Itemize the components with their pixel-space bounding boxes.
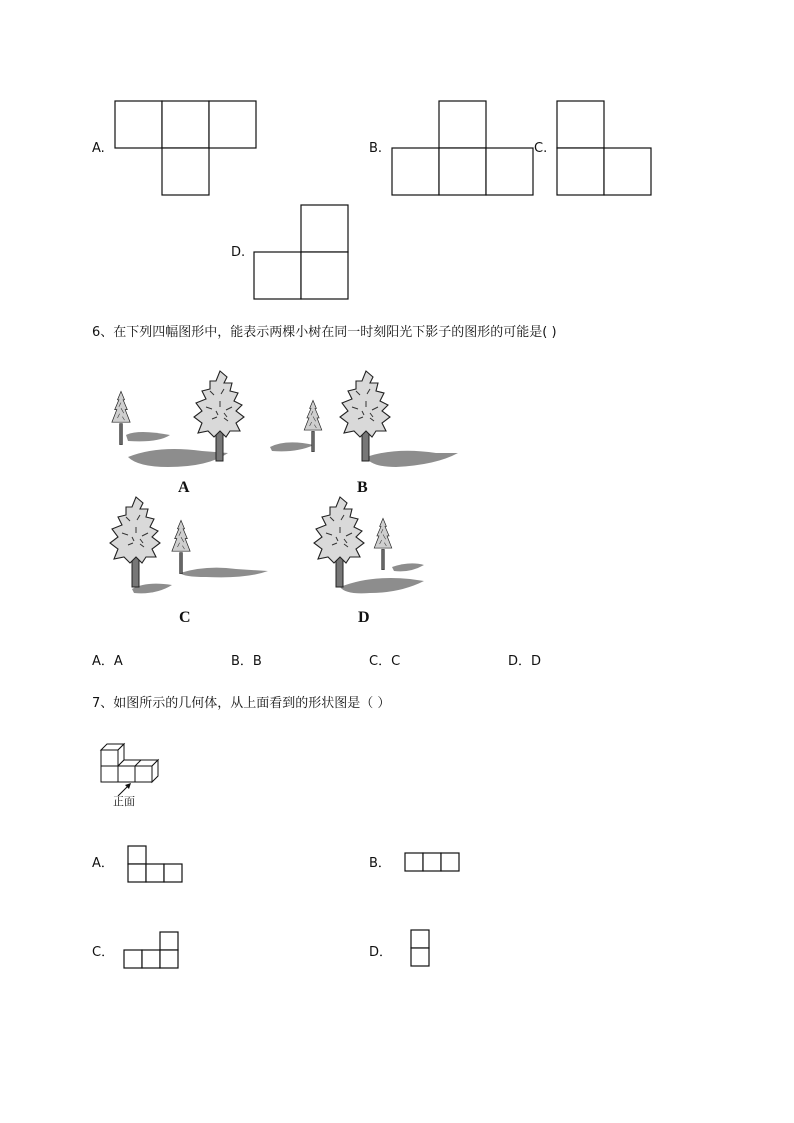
q6-figure-a [98,365,268,475]
q7-option-a-label[interactable]: A． [92,856,114,871]
q6-answer-c[interactable]: C．C [369,654,401,669]
q6-figure-label-c: C [179,609,191,626]
q7-geometric-solid [98,740,168,790]
q6-figure-label-d: D [358,609,370,626]
q7-front-label: 正面 [113,795,135,808]
q7-option-a-view [127,845,187,885]
q5-option-d-label[interactable]: D. [231,245,246,260]
q5-option-b-net [391,100,537,198]
q6-figure-d [300,493,430,603]
q7-option-c-label[interactable]: C． [92,945,115,960]
q6-answer-b[interactable]: B．B [231,654,262,669]
q7-option-b-label[interactable]: B． [369,856,391,871]
q6-figure-c [96,493,271,603]
q6-answer-d[interactable]: D．D [508,654,542,669]
q7-question-text: 7、如图所示的几何体，从上面看到的形状图是（ ） [92,696,391,711]
q6-figure-label-a: A [178,479,190,496]
q7-option-b-view [404,852,464,874]
q6-question-text: 6、在下列四幅图形中，能表示两棵小树在同一时刻阳光下影子的图形的可能是( ) [92,325,557,340]
q7-option-d-view [410,929,434,969]
q5-option-d-net [253,204,353,302]
q5-option-a-label[interactable]: A. [92,141,105,156]
q5-option-c-net [556,100,656,198]
q6-answer-a[interactable]: A．A [92,654,123,669]
q7-option-c-view [123,931,183,971]
q7-option-d-label[interactable]: D． [369,945,393,960]
q5-option-c-label[interactable]: C. [534,141,548,156]
q5-option-a-net [114,100,260,198]
q6-figure-b [266,365,466,475]
q5-option-b-label[interactable]: B. [369,141,383,156]
q6-figure-label-b: B [357,479,368,496]
